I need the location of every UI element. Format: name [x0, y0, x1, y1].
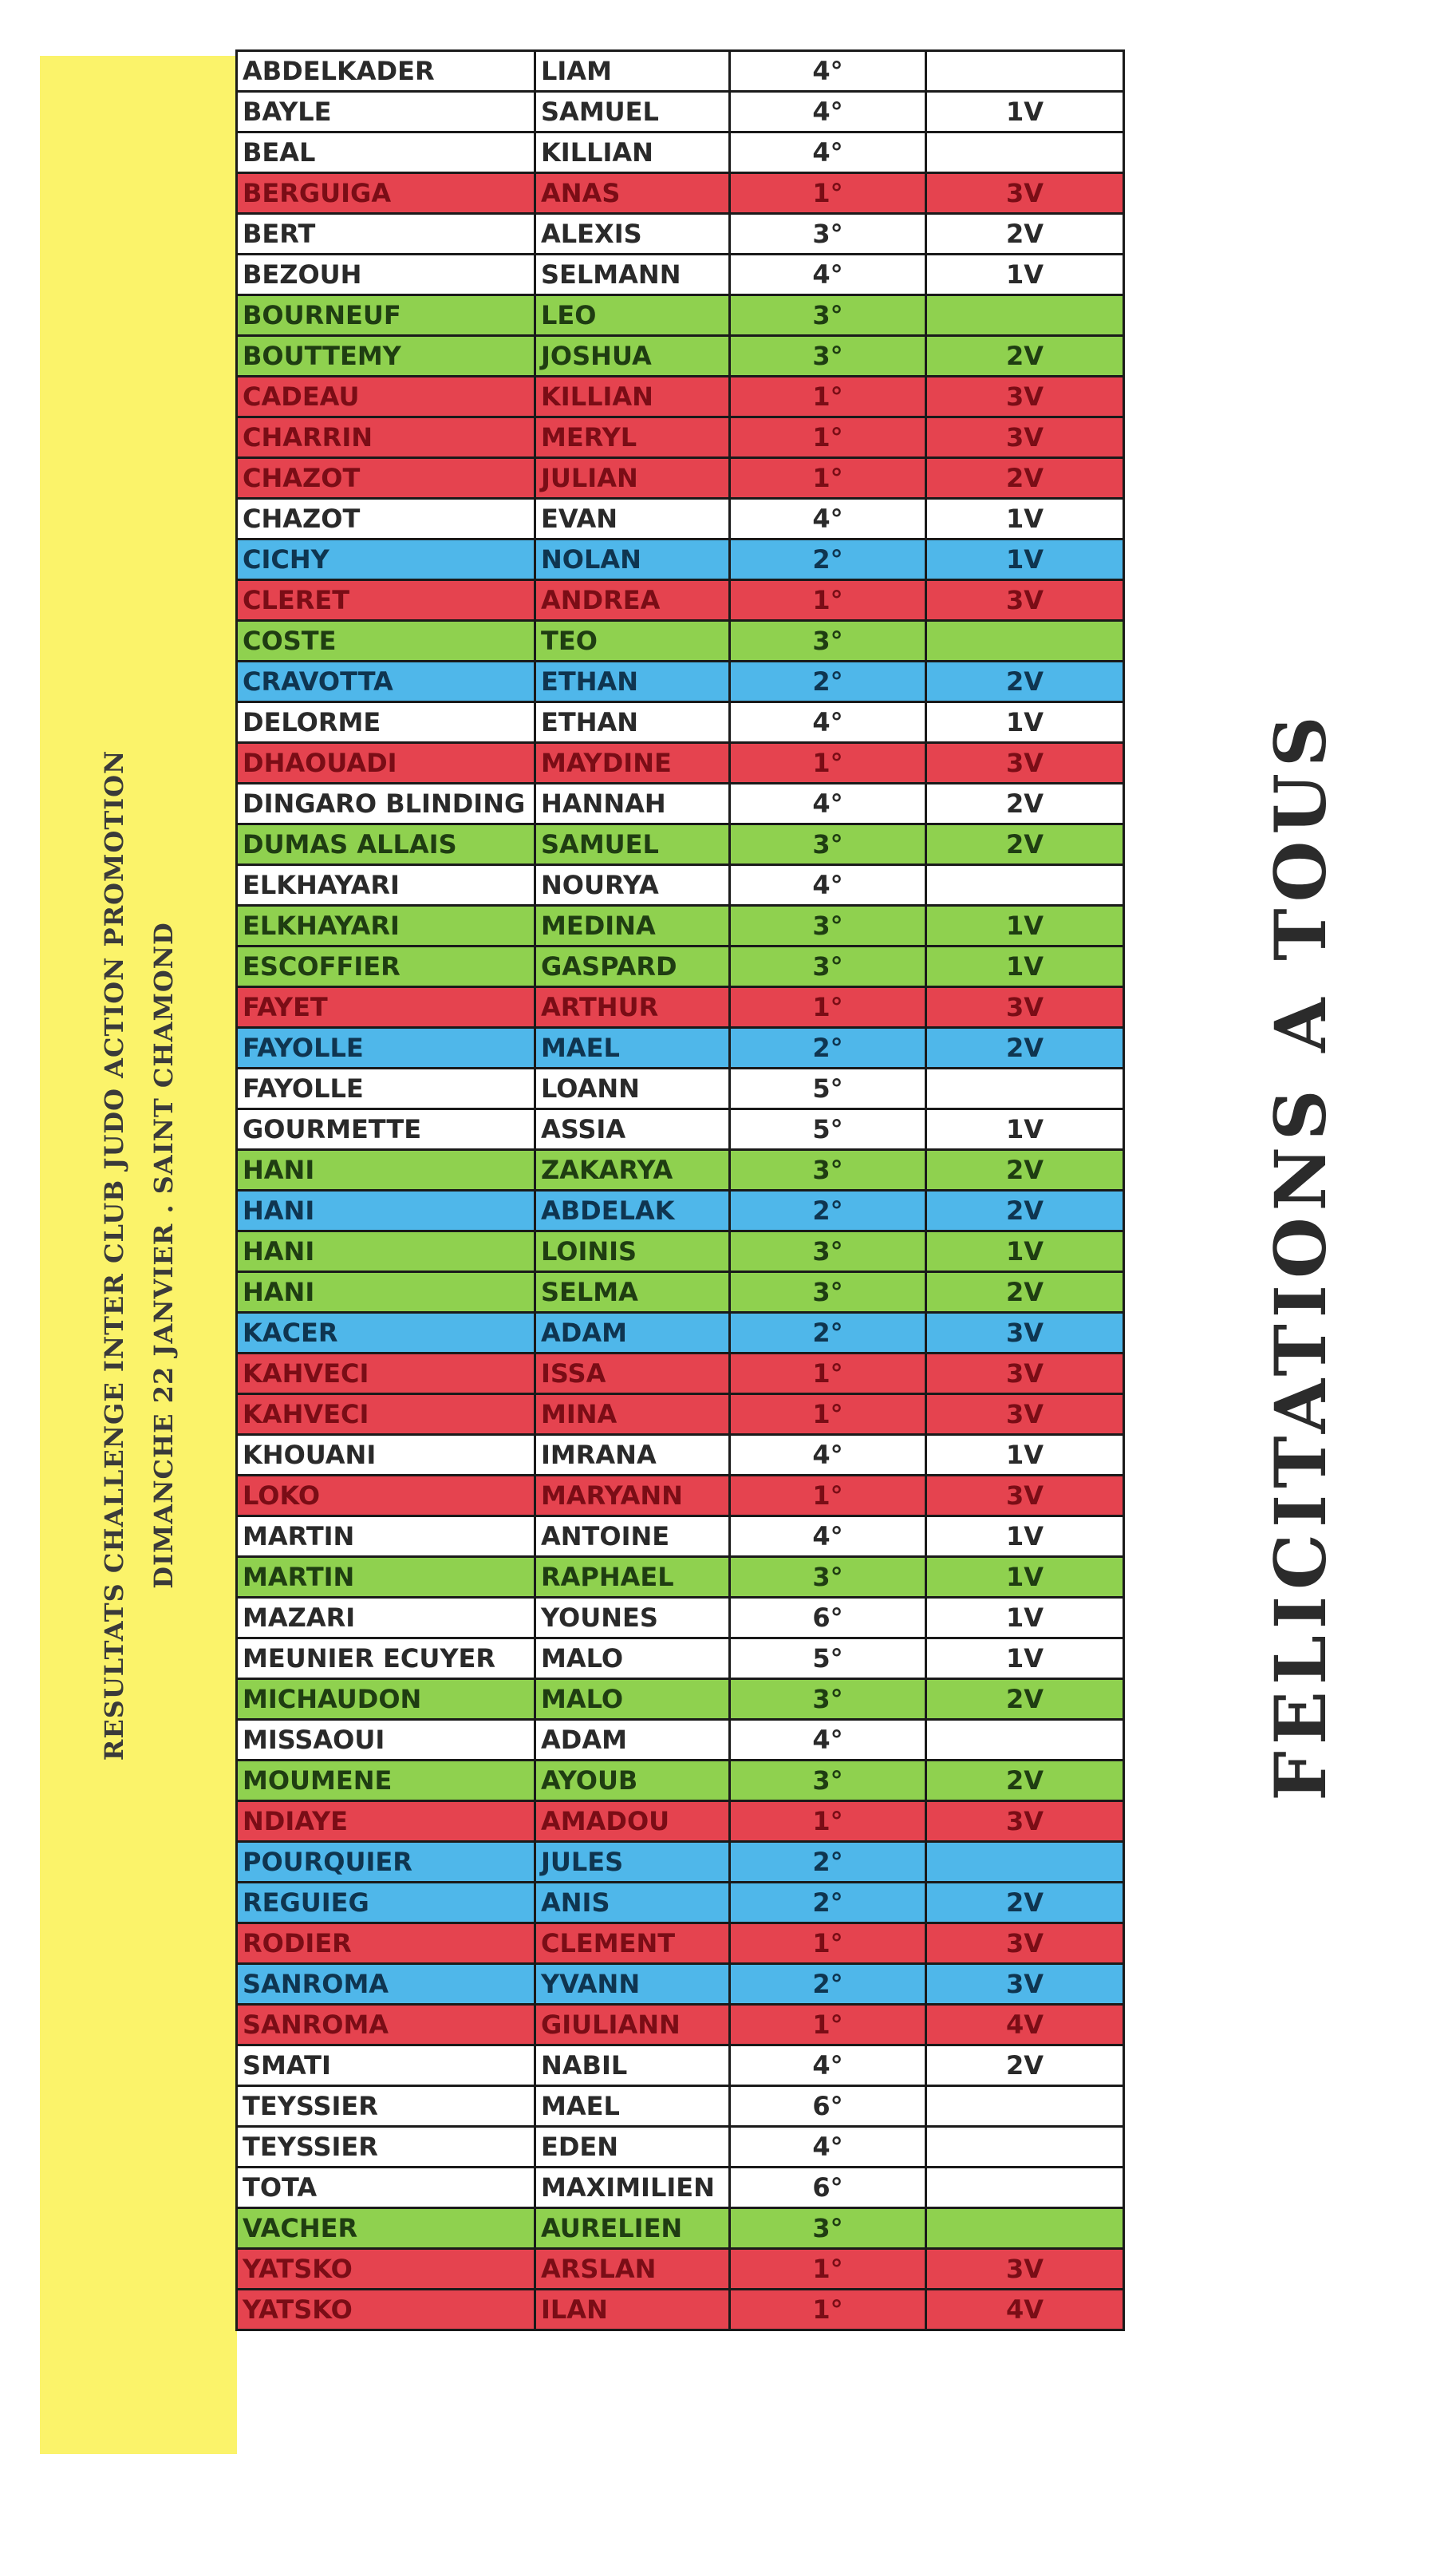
- last-name-cell: CLERET: [237, 580, 535, 621]
- last-name-cell: BEZOUH: [237, 255, 535, 295]
- wins-cell: 3V: [926, 1476, 1124, 1516]
- place-cell: 4°: [730, 132, 926, 173]
- wins-cell: 3V: [926, 173, 1124, 214]
- last-name-cell: NDIAYE: [237, 1801, 535, 1842]
- result-row: [237, 2086, 1124, 2127]
- last-name-cell: TEYSSIER: [237, 2127, 535, 2168]
- first-name-cell: LOINIS: [535, 1231, 730, 1272]
- place-cell: 2°: [730, 1191, 926, 1231]
- last-name-cell: CHAZOT: [237, 458, 535, 499]
- wins-cell: 2V: [926, 458, 1124, 499]
- last-name-cell: YATSKO: [237, 2290, 535, 2330]
- place-cell: 3°: [730, 1272, 926, 1313]
- last-name-cell: SMATI: [237, 2045, 535, 2086]
- result-row: [237, 1069, 1124, 1109]
- result-row: [237, 1923, 1124, 1964]
- result-row: [237, 499, 1124, 539]
- place-cell: 1°: [730, 2290, 926, 2330]
- result-row: [237, 2290, 1124, 2330]
- first-name-cell: ABDELAK: [535, 1191, 730, 1231]
- result-row: [237, 662, 1124, 702]
- place-cell: 3°: [730, 214, 926, 255]
- last-name-cell: YATSKO: [237, 2249, 535, 2290]
- last-name-cell: CHAZOT: [237, 499, 535, 539]
- place-cell: 1°: [730, 1354, 926, 1394]
- wins-cell: [926, 2168, 1124, 2208]
- place-cell: 2°: [730, 1313, 926, 1354]
- result-row: [237, 1109, 1124, 1150]
- result-row: [237, 1028, 1124, 1069]
- wins-cell: [926, 1842, 1124, 1883]
- place-cell: 2°: [730, 662, 926, 702]
- place-cell: 1°: [730, 1801, 926, 1842]
- first-name-cell: NOURYA: [535, 865, 730, 906]
- first-name-cell: JOSHUA: [535, 336, 730, 377]
- last-name-cell: COSTE: [237, 621, 535, 662]
- result-row: [237, 1801, 1124, 1842]
- place-cell: 4°: [730, 92, 926, 132]
- last-name-cell: CHARRIN: [237, 417, 535, 458]
- place-cell: 4°: [730, 865, 926, 906]
- place-cell: 3°: [730, 1557, 926, 1598]
- place-cell: 1°: [730, 743, 926, 784]
- wins-cell: 1V: [926, 1638, 1124, 1679]
- first-name-cell: NABIL: [535, 2045, 730, 2086]
- result-row: [237, 1231, 1124, 1272]
- congratulations-text: FELICITATIONS A TOUS: [1259, 709, 1342, 1801]
- result-row: [237, 702, 1124, 743]
- wins-cell: 1V: [926, 906, 1124, 947]
- last-name-cell: DINGARO BLINDING: [237, 784, 535, 824]
- wins-cell: 2V: [926, 824, 1124, 865]
- place-cell: 1°: [730, 580, 926, 621]
- result-row: [237, 2168, 1124, 2208]
- last-name-cell: KACER: [237, 1313, 535, 1354]
- wins-cell: 3V: [926, 743, 1124, 784]
- first-name-cell: ANTOINE: [535, 1516, 730, 1557]
- place-cell: 1°: [730, 377, 926, 417]
- last-name-cell: FAYOLLE: [237, 1028, 535, 1069]
- first-name-cell: KILLIAN: [535, 377, 730, 417]
- wins-cell: [926, 295, 1124, 336]
- place-cell: 3°: [730, 336, 926, 377]
- wins-cell: 2V: [926, 1191, 1124, 1231]
- place-cell: 6°: [730, 2168, 926, 2208]
- last-name-cell: MAZARI: [237, 1598, 535, 1638]
- last-name-cell: CRAVOTTA: [237, 662, 535, 702]
- place-cell: 4°: [730, 255, 926, 295]
- wins-cell: 3V: [926, 1964, 1124, 2005]
- result-row: [237, 255, 1124, 295]
- wins-cell: 2V: [926, 336, 1124, 377]
- first-name-cell: NOLAN: [535, 539, 730, 580]
- first-name-cell: ASSIA: [535, 1109, 730, 1150]
- results-title-block: [40, 56, 237, 2454]
- wins-cell: 1V: [926, 255, 1124, 295]
- result-row: [237, 1720, 1124, 1761]
- first-name-cell: EDEN: [535, 2127, 730, 2168]
- first-name-cell: SAMUEL: [535, 92, 730, 132]
- last-name-cell: VACHER: [237, 2208, 535, 2249]
- last-name-cell: BEAL: [237, 132, 535, 173]
- place-cell: 1°: [730, 1394, 926, 1435]
- last-name-cell: ELKHAYARI: [237, 865, 535, 906]
- first-name-cell: ALEXIS: [535, 214, 730, 255]
- place-cell: 4°: [730, 1516, 926, 1557]
- wins-cell: [926, 2086, 1124, 2127]
- first-name-cell: ADAM: [535, 1313, 730, 1354]
- place-cell: 5°: [730, 1638, 926, 1679]
- last-name-cell: SANROMA: [237, 1964, 535, 2005]
- wins-cell: 2V: [926, 784, 1124, 824]
- result-row: [237, 1964, 1124, 2005]
- last-name-cell: TEYSSIER: [237, 2086, 535, 2127]
- place-cell: 1°: [730, 987, 926, 1028]
- result-row: [237, 1354, 1124, 1394]
- wins-cell: [926, 865, 1124, 906]
- first-name-cell: ARTHUR: [535, 987, 730, 1028]
- last-name-cell: POURQUIER: [237, 1842, 535, 1883]
- place-cell: 6°: [730, 2086, 926, 2127]
- place-cell: 3°: [730, 906, 926, 947]
- first-name-cell: ANIS: [535, 1883, 730, 1923]
- last-name-cell: HANI: [237, 1191, 535, 1231]
- last-name-cell: BOUTTEMY: [237, 336, 535, 377]
- first-name-cell: MAEL: [535, 1028, 730, 1069]
- place-cell: 1°: [730, 173, 926, 214]
- first-name-cell: MAYDINE: [535, 743, 730, 784]
- wins-cell: 1V: [926, 539, 1124, 580]
- place-cell: 3°: [730, 1679, 926, 1720]
- first-name-cell: MERYL: [535, 417, 730, 458]
- wins-cell: 3V: [926, 580, 1124, 621]
- place-cell: 3°: [730, 295, 926, 336]
- first-name-cell: SELMA: [535, 1272, 730, 1313]
- last-name-cell: ESCOFFIER: [237, 947, 535, 987]
- place-cell: 2°: [730, 539, 926, 580]
- result-row: [237, 377, 1124, 417]
- result-row: [237, 1883, 1124, 1923]
- last-name-cell: MARTIN: [237, 1557, 535, 1598]
- result-row: [237, 987, 1124, 1028]
- first-name-cell: ETHAN: [535, 702, 730, 743]
- last-name-cell: ABDELKADER: [237, 51, 535, 92]
- wins-cell: [926, 2208, 1124, 2249]
- last-name-cell: RODIER: [237, 1923, 535, 1964]
- wins-cell: 1V: [926, 1109, 1124, 1150]
- last-name-cell: TOTA: [237, 2168, 535, 2208]
- result-row: [237, 51, 1124, 92]
- first-name-cell: KILLIAN: [535, 132, 730, 173]
- wins-cell: [926, 132, 1124, 173]
- first-name-cell: ARSLAN: [535, 2249, 730, 2290]
- first-name-cell: ANDREA: [535, 580, 730, 621]
- place-cell: 4°: [730, 2045, 926, 2086]
- wins-cell: 3V: [926, 1801, 1124, 1842]
- result-row: [237, 906, 1124, 947]
- place-cell: 3°: [730, 2208, 926, 2249]
- first-name-cell: MALO: [535, 1638, 730, 1679]
- first-name-cell: HANNAH: [535, 784, 730, 824]
- results-title-line2: DIMANCHE 22 JANVIER . SAINT CHAMOND: [148, 921, 179, 1589]
- first-name-cell: ILAN: [535, 2290, 730, 2330]
- first-name-cell: LOANN: [535, 1069, 730, 1109]
- last-name-cell: KHOUANI: [237, 1435, 535, 1476]
- first-name-cell: LEO: [535, 295, 730, 336]
- first-name-cell: MALO: [535, 1679, 730, 1720]
- result-row: [237, 865, 1124, 906]
- place-cell: 3°: [730, 1761, 926, 1801]
- wins-cell: 3V: [926, 1354, 1124, 1394]
- last-name-cell: DHAOUADI: [237, 743, 535, 784]
- wins-cell: 2V: [926, 1150, 1124, 1191]
- place-cell: 1°: [730, 2005, 926, 2045]
- first-name-cell: LIAM: [535, 51, 730, 92]
- last-name-cell: FAYOLLE: [237, 1069, 535, 1109]
- wins-cell: [926, 1720, 1124, 1761]
- result-row: [237, 1435, 1124, 1476]
- first-name-cell: RAPHAEL: [535, 1557, 730, 1598]
- wins-cell: 2V: [926, 1883, 1124, 1923]
- result-row: [237, 132, 1124, 173]
- wins-cell: [926, 51, 1124, 92]
- place-cell: 4°: [730, 499, 926, 539]
- wins-cell: 3V: [926, 1313, 1124, 1354]
- place-cell: 2°: [730, 1883, 926, 1923]
- result-row: [237, 1272, 1124, 1313]
- result-row: [237, 621, 1124, 662]
- wins-cell: [926, 621, 1124, 662]
- place-cell: 1°: [730, 417, 926, 458]
- wins-cell: 2V: [926, 1761, 1124, 1801]
- place-cell: 3°: [730, 824, 926, 865]
- wins-cell: 4V: [926, 2005, 1124, 2045]
- wins-cell: 2V: [926, 1679, 1124, 1720]
- first-name-cell: AURELIEN: [535, 2208, 730, 2249]
- result-row: [237, 2005, 1124, 2045]
- first-name-cell: GASPARD: [535, 947, 730, 987]
- result-row: [237, 1761, 1124, 1801]
- first-name-cell: MAEL: [535, 2086, 730, 2127]
- first-name-cell: MARYANN: [535, 1476, 730, 1516]
- result-row: [237, 743, 1124, 784]
- wins-cell: 3V: [926, 1923, 1124, 1964]
- first-name-cell: JULES: [535, 1842, 730, 1883]
- result-row: [237, 417, 1124, 458]
- result-row: [237, 824, 1124, 865]
- place-cell: 3°: [730, 1231, 926, 1272]
- place-cell: 2°: [730, 1028, 926, 1069]
- place-cell: 4°: [730, 1720, 926, 1761]
- last-name-cell: HANI: [237, 1150, 535, 1191]
- result-row: [237, 1191, 1124, 1231]
- result-row: [237, 214, 1124, 255]
- wins-cell: 1V: [926, 1557, 1124, 1598]
- wins-cell: 2V: [926, 1272, 1124, 1313]
- wins-cell: 1V: [926, 1516, 1124, 1557]
- wins-cell: 1V: [926, 499, 1124, 539]
- result-row: [237, 2249, 1124, 2290]
- results-table: [235, 49, 1125, 2331]
- result-row: [237, 1679, 1124, 1720]
- last-name-cell: CICHY: [237, 539, 535, 580]
- results-table-body: [237, 51, 1124, 2330]
- last-name-cell: CADEAU: [237, 377, 535, 417]
- place-cell: 1°: [730, 1476, 926, 1516]
- wins-cell: 2V: [926, 1028, 1124, 1069]
- wins-cell: 4V: [926, 2290, 1124, 2330]
- last-name-cell: MISSAOUI: [237, 1720, 535, 1761]
- first-name-cell: ADAM: [535, 1720, 730, 1761]
- first-name-cell: TEO: [535, 621, 730, 662]
- result-row: [237, 947, 1124, 987]
- last-name-cell: BAYLE: [237, 92, 535, 132]
- wins-cell: 3V: [926, 417, 1124, 458]
- last-name-cell: BERGUIGA: [237, 173, 535, 214]
- wins-cell: 1V: [926, 702, 1124, 743]
- first-name-cell: MINA: [535, 1394, 730, 1435]
- first-name-cell: ETHAN: [535, 662, 730, 702]
- last-name-cell: BOURNEUF: [237, 295, 535, 336]
- last-name-cell: MARTIN: [237, 1516, 535, 1557]
- result-row: [237, 784, 1124, 824]
- place-cell: 4°: [730, 2127, 926, 2168]
- place-cell: 5°: [730, 1069, 926, 1109]
- first-name-cell: AYOUB: [535, 1761, 730, 1801]
- place-cell: 1°: [730, 1923, 926, 1964]
- first-name-cell: ISSA: [535, 1354, 730, 1394]
- first-name-cell: YVANN: [535, 1964, 730, 2005]
- place-cell: 4°: [730, 784, 926, 824]
- result-row: [237, 92, 1124, 132]
- result-row: [237, 1313, 1124, 1354]
- first-name-cell: AMADOU: [535, 1801, 730, 1842]
- last-name-cell: MEUNIER ECUYER: [237, 1638, 535, 1679]
- place-cell: 4°: [730, 51, 926, 92]
- result-row: [237, 2045, 1124, 2086]
- result-row: [237, 1598, 1124, 1638]
- place-cell: 3°: [730, 947, 926, 987]
- last-name-cell: ELKHAYARI: [237, 906, 535, 947]
- result-row: [237, 1842, 1124, 1883]
- result-row: [237, 1150, 1124, 1191]
- first-name-cell: CLEMENT: [535, 1923, 730, 1964]
- result-row: [237, 295, 1124, 336]
- result-row: [237, 173, 1124, 214]
- congratulations-block: [1181, 56, 1420, 2454]
- place-cell: 2°: [730, 1842, 926, 1883]
- last-name-cell: FAYET: [237, 987, 535, 1028]
- first-name-cell: SAMUEL: [535, 824, 730, 865]
- wins-cell: 3V: [926, 2249, 1124, 2290]
- first-name-cell: ANAS: [535, 173, 730, 214]
- result-row: [237, 1557, 1124, 1598]
- wins-cell: 1V: [926, 92, 1124, 132]
- first-name-cell: EVAN: [535, 499, 730, 539]
- result-row: [237, 2208, 1124, 2249]
- result-row: [237, 580, 1124, 621]
- result-row: [237, 336, 1124, 377]
- wins-cell: [926, 1069, 1124, 1109]
- result-row: [237, 1394, 1124, 1435]
- place-cell: 5°: [730, 1109, 926, 1150]
- first-name-cell: YOUNES: [535, 1598, 730, 1638]
- place-cell: 1°: [730, 458, 926, 499]
- place-cell: 6°: [730, 1598, 926, 1638]
- first-name-cell: MEDINA: [535, 906, 730, 947]
- first-name-cell: JULIAN: [535, 458, 730, 499]
- wins-cell: [926, 2127, 1124, 2168]
- result-row: [237, 458, 1124, 499]
- last-name-cell: BERT: [237, 214, 535, 255]
- place-cell: 4°: [730, 1435, 926, 1476]
- last-name-cell: MOUMENE: [237, 1761, 535, 1801]
- result-row: [237, 1516, 1124, 1557]
- last-name-cell: SANROMA: [237, 2005, 535, 2045]
- wins-cell: 1V: [926, 1231, 1124, 1272]
- last-name-cell: KAHVECI: [237, 1354, 535, 1394]
- last-name-cell: HANI: [237, 1231, 535, 1272]
- last-name-cell: HANI: [237, 1272, 535, 1313]
- result-row: [237, 539, 1124, 580]
- last-name-cell: LOKO: [237, 1476, 535, 1516]
- place-cell: 2°: [730, 1964, 926, 2005]
- first-name-cell: GIULIANN: [535, 2005, 730, 2045]
- last-name-cell: DUMAS ALLAIS: [237, 824, 535, 865]
- last-name-cell: GOURMETTE: [237, 1109, 535, 1150]
- results-title-line1: RESULTATS CHALLENGE INTER CLUB JUDO ACTION PROMOTION: [98, 749, 129, 1761]
- result-row: [237, 1638, 1124, 1679]
- first-name-cell: SELMANN: [535, 255, 730, 295]
- last-name-cell: DELORME: [237, 702, 535, 743]
- wins-cell: 3V: [926, 987, 1124, 1028]
- wins-cell: 1V: [926, 1598, 1124, 1638]
- last-name-cell: REGUIEG: [237, 1883, 535, 1923]
- first-name-cell: MAXIMILIEN: [535, 2168, 730, 2208]
- place-cell: 3°: [730, 1150, 926, 1191]
- wins-cell: 1V: [926, 1435, 1124, 1476]
- first-name-cell: ZAKARYA: [535, 1150, 730, 1191]
- place-cell: 1°: [730, 2249, 926, 2290]
- wins-cell: 3V: [926, 377, 1124, 417]
- last-name-cell: KAHVECI: [237, 1394, 535, 1435]
- first-name-cell: IMRANA: [535, 1435, 730, 1476]
- result-row: [237, 1476, 1124, 1516]
- place-cell: 4°: [730, 702, 926, 743]
- wins-cell: 1V: [926, 947, 1124, 987]
- last-name-cell: MICHAUDON: [237, 1679, 535, 1720]
- wins-cell: 3V: [926, 1394, 1124, 1435]
- wins-cell: 2V: [926, 662, 1124, 702]
- place-cell: 3°: [730, 621, 926, 662]
- wins-cell: 2V: [926, 2045, 1124, 2086]
- result-row: [237, 2127, 1124, 2168]
- wins-cell: 2V: [926, 214, 1124, 255]
